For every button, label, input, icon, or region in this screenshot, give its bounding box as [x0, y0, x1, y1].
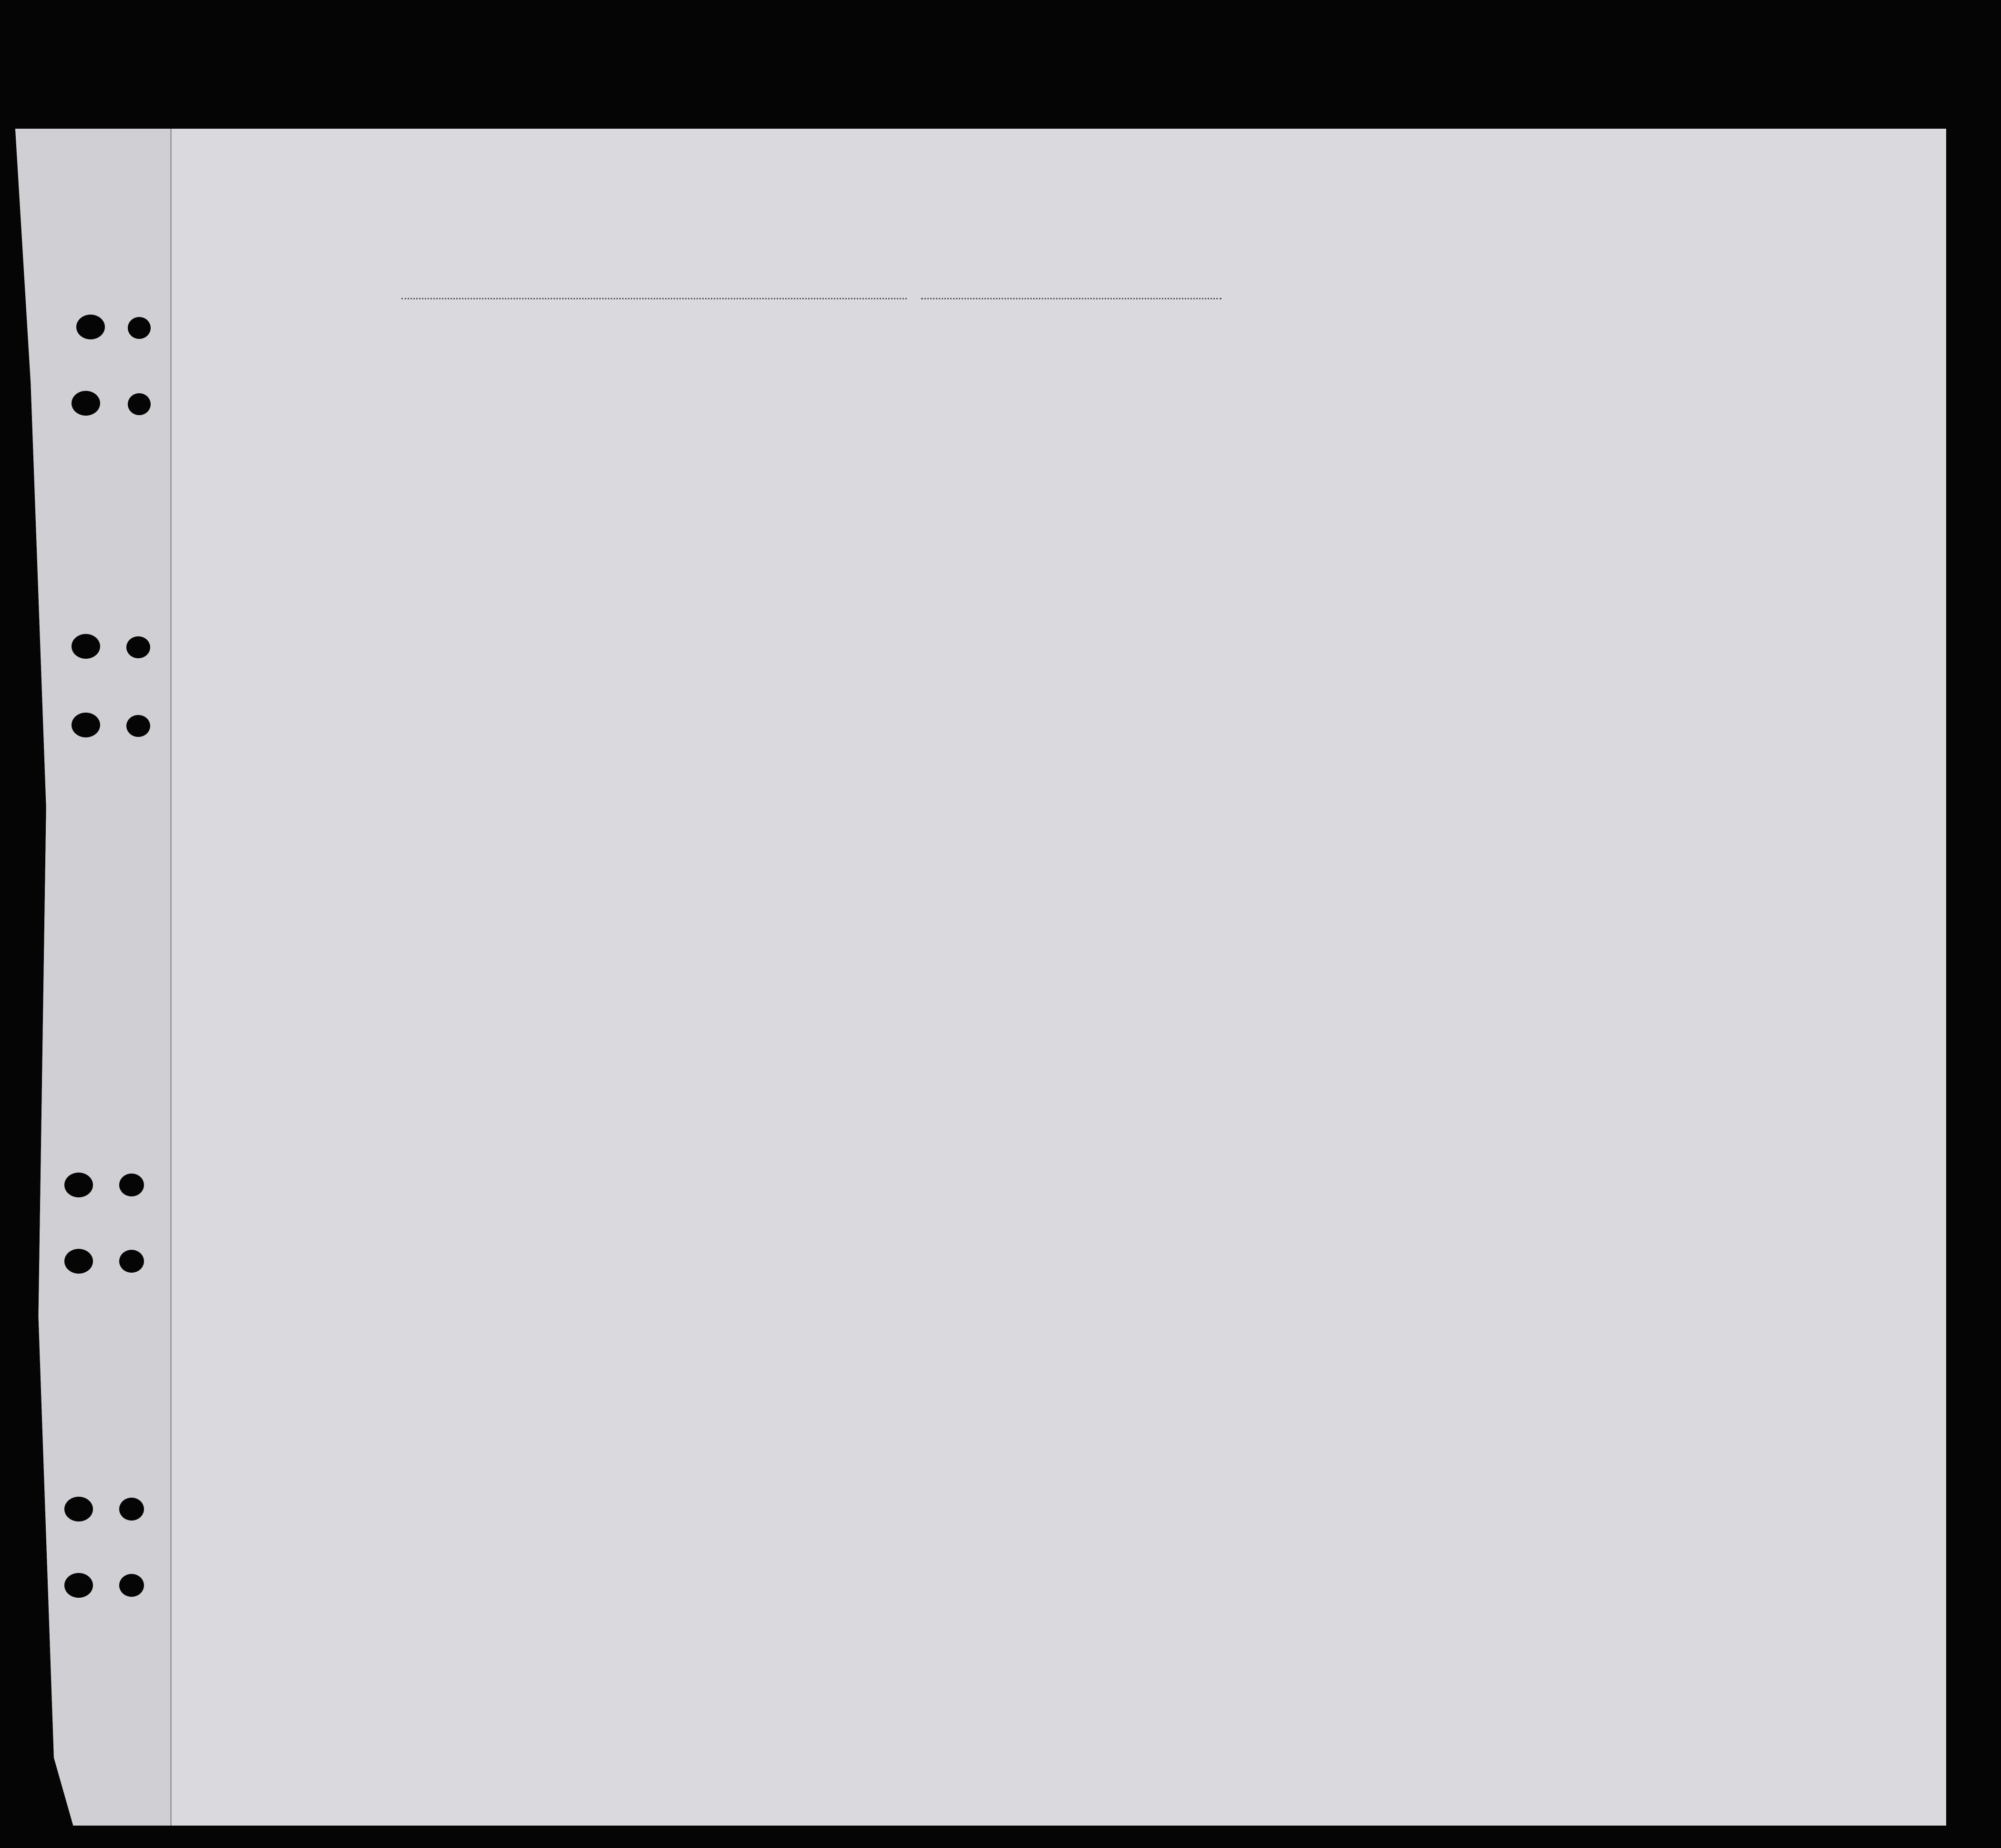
- manifest-grid: [15, 129, 1946, 1826]
- manifest-sheet: [15, 129, 1946, 1826]
- binder-hole: [64, 1497, 93, 1521]
- binder-hole: [126, 715, 150, 737]
- binder-hole: [119, 1174, 144, 1196]
- binder-hole: [119, 1574, 144, 1597]
- binder-hole: [64, 1573, 93, 1598]
- binder-hole: [64, 1173, 93, 1197]
- binder-hole: [64, 1249, 93, 1274]
- binder-hole: [72, 713, 100, 737]
- binder-hole: [119, 1250, 144, 1273]
- binder-hole: [119, 1498, 144, 1521]
- binder-hole: [126, 636, 150, 658]
- binder-hole: [128, 393, 151, 415]
- binder-hole: [72, 634, 100, 659]
- binder-hole: [76, 315, 105, 339]
- binder-hole: [128, 317, 151, 339]
- binder-hole: [72, 391, 100, 416]
